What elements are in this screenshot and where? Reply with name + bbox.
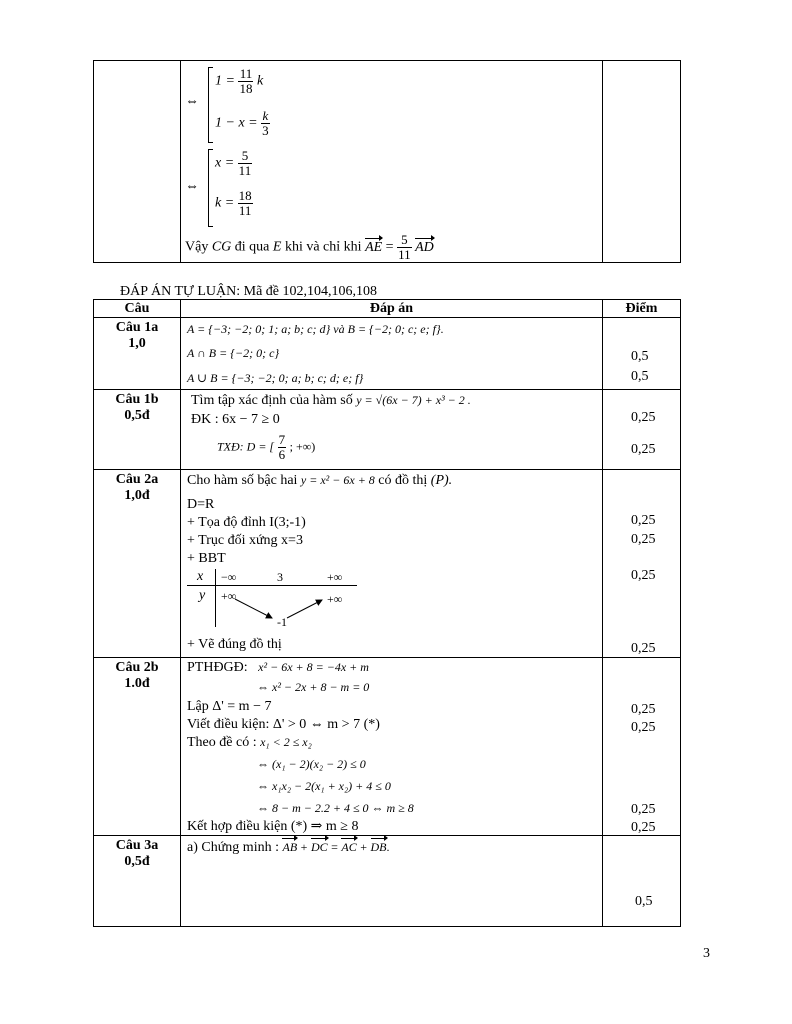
table-row — [94, 390, 681, 470]
answer-line: a) Chứng minh : AB + DC = AC + DB. — [187, 840, 390, 855]
answer-cell — [181, 470, 603, 658]
bbt-y-left: +∞ — [221, 589, 237, 603]
score: 0,25 — [631, 568, 656, 583]
answer-line: PTHĐGĐ: x² − 6x + 8 = −4x + m — [187, 660, 369, 675]
top-content-cell — [181, 61, 603, 263]
equiv-symbol-2: ⇔ — [185, 179, 199, 194]
sys1-line1: 1 = $\frac{11}{18}$ k — [215, 66, 264, 96]
score: 0,25 — [631, 702, 656, 717]
answer-line: Lập Δ' = m − 7 — [187, 699, 272, 714]
answer-line: ĐK : 6x − 7 ≥ 0 — [191, 412, 280, 427]
answer-table — [93, 299, 681, 927]
score-cell — [603, 318, 681, 390]
answer-line: Kết hợp điều kiện (*) ⇒ m ≥ 8 — [187, 819, 359, 834]
score-cell — [603, 470, 681, 658]
cau-points: 0,5đ — [124, 854, 150, 869]
cau-cell — [94, 318, 181, 390]
cau-points: 0,5đ — [124, 408, 150, 423]
answer-cell — [181, 390, 603, 470]
score: 0,25 — [631, 641, 656, 656]
header-dap-an: Đáp án — [181, 300, 603, 318]
answer-line: Theo đề có : x₁ < 2 ≤ x₂ — [187, 735, 312, 750]
table-row — [94, 470, 681, 658]
header-diem: Điểm — [603, 300, 681, 318]
answer-line: A = {−3; −2; 0; 1; a; b; c; d} và B = {−2; 0; c; e; f}. — [187, 322, 444, 336]
answer-line: D=R — [187, 497, 215, 512]
top-continuation-table — [93, 60, 681, 263]
cau-cell — [94, 390, 181, 470]
bbt-x-label: x — [197, 569, 204, 584]
cau-cell — [94, 470, 181, 658]
bbt-y-label: y — [199, 588, 206, 603]
cau-points: 1.0đ — [124, 676, 150, 691]
cau-points: 1,0đ — [124, 488, 150, 503]
section-title: ĐÁP ÁN TỰ LUẬN: Mã đề 102,104,106,108 — [120, 284, 378, 299]
answer-line: + Trục đối xứng x=3 — [187, 533, 303, 548]
conclusion-line: Vậy CG đi qua E khi và chỉ khi AE = $\frac{5}{11}$ AD — [185, 232, 434, 262]
answer-line: Viết điều kiện: Δ' > 0 ⇔ m > 7 (*) — [187, 717, 380, 732]
top-diem-cell — [603, 61, 681, 263]
score: 0,5 — [635, 894, 653, 909]
answer-line: + Tọa độ đỉnh I(3;-1) — [187, 515, 306, 530]
bbt-arrow-down — [235, 599, 272, 618]
score: 0,25 — [631, 532, 656, 547]
cau-label: Câu 1a — [115, 320, 159, 335]
sys2-line2: k = $\frac{18}{11}$ — [215, 188, 252, 218]
answer-line: + Vẽ đúng đồ thị — [187, 637, 282, 652]
answer-line: ⇔ x² − 2x + 8 − m = 0 — [257, 680, 370, 694]
answer-cell — [181, 836, 603, 927]
bbt-pos-inf: +∞ — [327, 570, 343, 584]
bbt-min: -1 — [277, 615, 287, 629]
score: 0,25 — [631, 513, 656, 528]
top-cau-cell — [94, 61, 181, 263]
brace-2 — [208, 149, 213, 227]
brace-1 — [208, 67, 213, 143]
score: 0,5 — [631, 349, 649, 364]
bbt-y-right: +∞ — [327, 592, 343, 606]
page-number: 3 — [703, 946, 710, 961]
answer-line: ⇔ (x₁ − 2)(x₂ − 2) ≤ 0 — [257, 757, 366, 771]
bbt-arrow-up — [287, 600, 322, 618]
answer-line: A ∪ B = {−3; −2; 0; a; b; c; d; e; f} — [187, 371, 364, 385]
cau-cell — [94, 836, 181, 927]
cau-label: Câu 3a — [115, 838, 159, 853]
answer-line: ⇔ x₁x₂ − 2(x₁ + x₂) + 4 ≤ 0 — [257, 779, 391, 793]
score: 0,25 — [631, 442, 656, 457]
cau-label: Câu 2a — [115, 472, 159, 487]
header-cau: Câu — [94, 300, 181, 318]
score-cell — [603, 390, 681, 470]
score: 0,25 — [631, 410, 656, 425]
score-cell — [603, 836, 681, 927]
cau-points: 1,0 — [128, 336, 146, 351]
bbt-neg-inf: −∞ — [221, 570, 237, 584]
score: 0,25 — [631, 720, 656, 735]
sys2-line1: x = $\frac{5}{11}$ — [215, 148, 252, 178]
table-row — [94, 318, 681, 390]
variation-table — [187, 567, 367, 627]
table-row — [94, 836, 681, 927]
answer-line: TXĐ: D = [ $\frac{7}{6}$ ; +∞) — [217, 432, 316, 462]
cau-cell — [94, 658, 181, 836]
answer-line: A ∩ B = {−2; 0; c} — [187, 346, 280, 360]
answer-line: Cho hàm số bậc hai y = x² − 6x + 8 có đồ thị (P). — [187, 473, 453, 488]
equiv-symbol-1: ⇔ — [185, 94, 199, 109]
bbt-arrows — [187, 567, 367, 627]
answer-line: ⇔ 8 − m − 2.2 + 4 ≤ 0 ⇔ m ≥ 8 — [257, 801, 414, 815]
answer-line: + BBT — [187, 551, 226, 566]
cau-label: Câu 2b — [115, 660, 159, 675]
sys1-line2: 1 − x = $\frac{k}{3}$ — [215, 108, 269, 138]
answer-cell — [181, 318, 603, 390]
bbt-three: 3 — [277, 570, 283, 584]
answer-line: Tìm tập xác định của hàm số y = √(6x − 7) + x³ − 2 . — [191, 393, 471, 408]
answer-cell — [181, 658, 603, 836]
score: 0,5 — [631, 369, 649, 384]
score: 0,25 — [631, 820, 656, 835]
table-row — [94, 658, 681, 836]
score-cell — [603, 658, 681, 836]
score: 0,25 — [631, 802, 656, 817]
cau-label: Câu 1b — [115, 392, 159, 407]
